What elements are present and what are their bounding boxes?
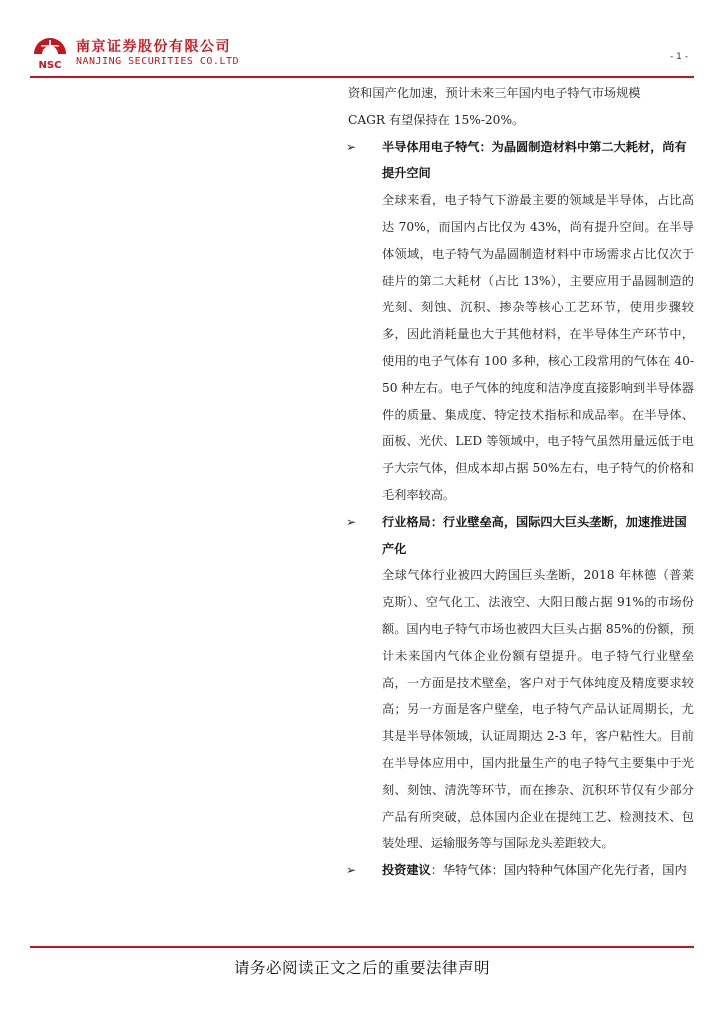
- company-name-cn: 南京证券股份有限公司: [76, 39, 231, 55]
- intro-line: CAGR 有望保持在 15%-20%。: [348, 112, 525, 127]
- section-industry-landscape: [348, 509, 694, 563]
- section-semiconductor-gas: [348, 134, 694, 188]
- section-paragraph: 全球来看，电子特气下游最主要的领域是半导体，占比高达 70%，而国内占比仅为 43%，尚有提升空间。在半导体领域，电子特气为晶圆制造材料中市场需求占比仅次于硅片的第二大耗材（占比 13%），主要应用于晶圆制造的光刻、刻蚀、沉积、掺杂等核心工艺环节，使用步骤较多，因此消耗量也大于其他材料，在半导体生产环节中，使用的电子气体有 100 多种，核心工段常用的气体在 40-50 种左右。电子气体的纯度和洁净度直接影响到半导体器件的质量、集成度、特定技术指标和成品率。在半导体、面板、光伏、LED 等领域中，电子特气虽然用量远低于电子大宗气体，但成本却占据 50%左右，电子特气的价格和毛利率较高。: [382, 193, 694, 502]
- report-content: [348, 80, 694, 884]
- section-title: 半导体用电子特气：为晶圆制造材料中第二大耗材，尚有提升空间: [382, 139, 687, 181]
- footer-divider: [30, 946, 694, 948]
- investment-advice-title: 投资建议: [382, 863, 431, 878]
- section-body: [348, 562, 694, 857]
- section-investment-advice: [348, 857, 694, 884]
- company-name-en: NANJING SECURITIES CO.LTD: [76, 56, 240, 67]
- bullet-arrow-icon: ➢: [346, 514, 357, 529]
- logo-text: NSC: [38, 60, 62, 71]
- page-header: [30, 34, 694, 78]
- nsc-logo-icon: [30, 34, 70, 72]
- page-number: - 1 -: [670, 52, 688, 62]
- investment-advice-line: [382, 857, 694, 884]
- section-paragraph: 全球气体行业被四大跨国巨头垄断，2018 年林德（普莱克斯）、空气化工、法液空、大阳日酸占据 91%的市场份额。国内电子特气市场也被四大巨头占据 85%的份额，预计未来国内气体企业份额有望提升。电子特气行业壁垒高，一方面是技术壁垒，客户对于气体纯度及精度要求较高；另一方面是客户壁垒，电子特气产品认证周期长，尤其是半导体领域，认证周期达 2-3 年，客户粘性大。目前在半导体应用中，国内批量生产的电子特气主要集中于光刻、刻蚀、清洗等环节，而在掺杂、沉积环节仅有少部分产品有所突破，总体国内企业在提纯工艺、检测技术、包装处理、运输服务等与国际龙头差距较大。: [382, 568, 694, 851]
- legal-notice-footer: 请务必阅读正文之后的重要法律声明: [233, 959, 490, 977]
- header-divider: [30, 76, 694, 78]
- intro-line: 资和国产化加速，预计未来三年国内电子特气市场规模: [348, 86, 641, 100]
- bullet-arrow-icon: ➢: [346, 863, 357, 878]
- bullet-arrow-icon: ➢: [346, 139, 357, 154]
- intro-paragraph: [348, 80, 694, 134]
- section-title: 行业格局：行业壁垒高，国际四大巨头垄断，加速推进国产化: [382, 514, 687, 556]
- investment-advice-text: ：华特气体：国内特种气体国产化先行者，国内: [430, 863, 687, 878]
- section-body: [348, 187, 694, 509]
